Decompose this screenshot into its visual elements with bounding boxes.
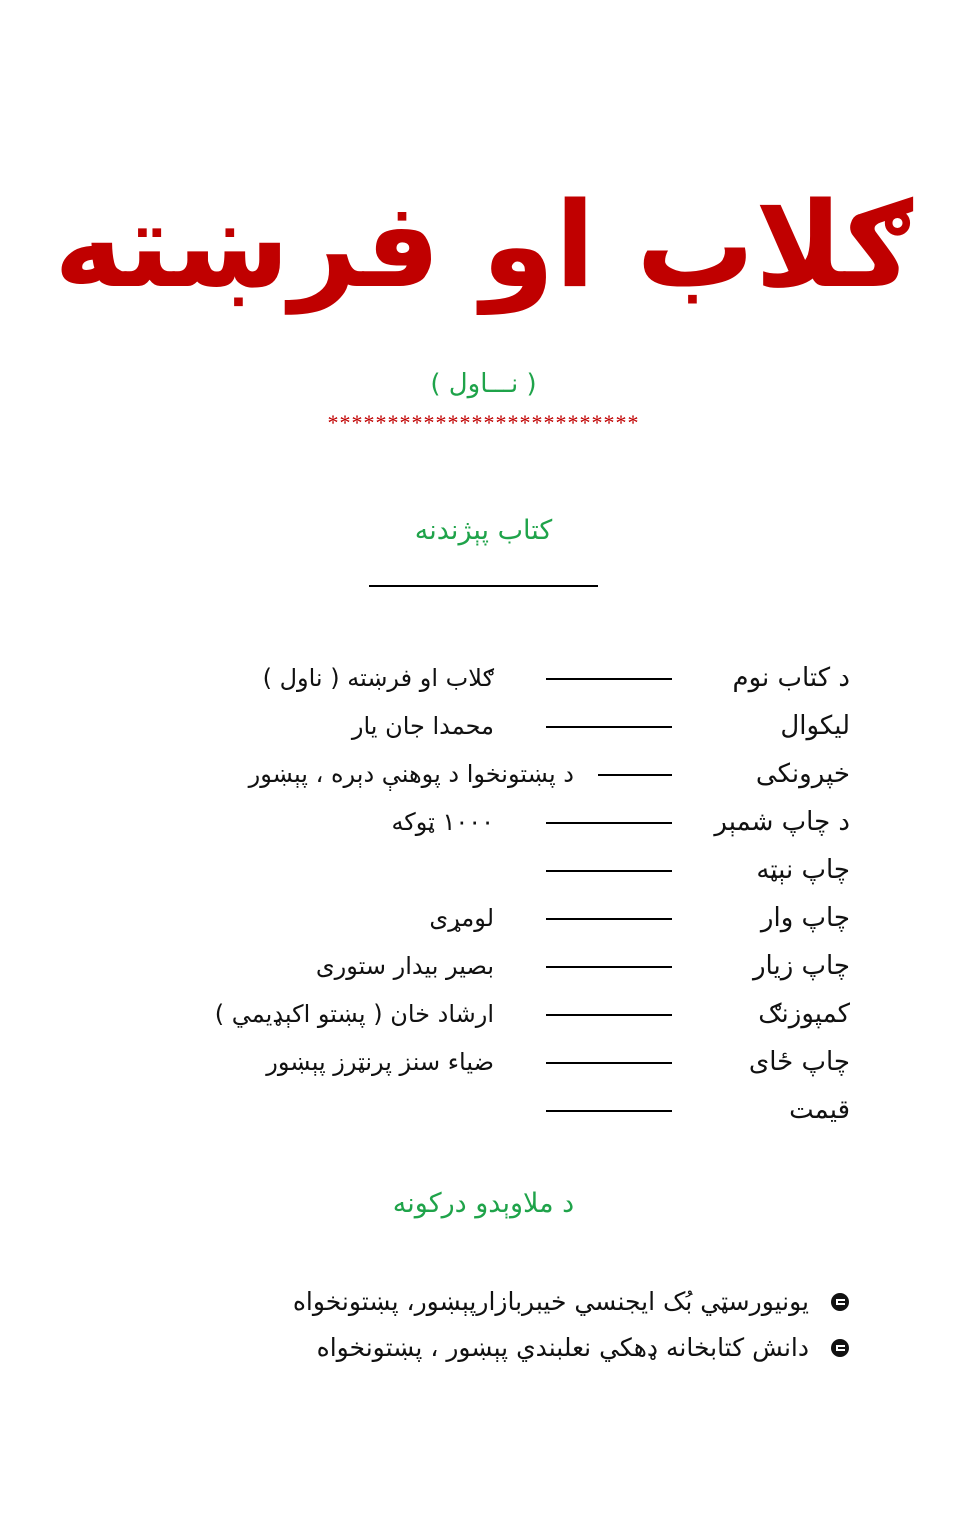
book-genre: ( نـــاول ) <box>430 369 537 399</box>
info-row <box>0 1086 967 1134</box>
star-divider: ************************** <box>327 410 640 435</box>
info-row <box>0 990 967 1038</box>
info-row <box>0 942 967 990</box>
info-value: ګلاب او فرښته ( ناول ) <box>262 664 494 692</box>
info-label: چاپ نېټه <box>756 855 850 885</box>
info-row <box>0 798 967 846</box>
info-value: ضياء سنز پرنټرز پېښور <box>266 1048 494 1076</box>
address-text: دانش کتابخانه ډهکي نعلبندي پېښور ، پښتونخواه <box>316 1333 809 1362</box>
dash-separator <box>546 678 672 680</box>
info-row <box>0 846 967 894</box>
info-value: ارشاد خان ( پښتو اکېډيمي ) <box>214 1000 494 1028</box>
book-title: ګلاب او فرښته <box>53 176 914 314</box>
address-text: يونيورسټي بُک ايجنسي خيبربازارپېښور، پښتونخواه <box>292 1287 809 1316</box>
info-row <box>0 1038 967 1086</box>
info-label: چاپ وار <box>760 903 850 933</box>
info-value: لومړی <box>429 904 494 932</box>
dash-separator <box>546 822 672 824</box>
dash-separator <box>546 918 672 920</box>
heading-underline <box>369 585 598 587</box>
bullet-icon <box>829 1337 851 1359</box>
info-label: چاپ زيار <box>752 951 850 981</box>
dash-separator <box>598 774 672 776</box>
info-value: بصير بيدار ستوری <box>315 952 494 980</box>
info-value: ۱۰۰۰ ټوکه <box>391 808 494 836</box>
list-item <box>0 1278 967 1326</box>
info-value: محمدا جان يار <box>351 712 494 740</box>
dash-separator <box>546 1014 672 1016</box>
info-row <box>0 750 967 798</box>
info-label: د کتاب نوم <box>732 663 850 693</box>
info-label: قيمت <box>789 1095 850 1125</box>
info-row <box>0 894 967 942</box>
dash-separator <box>546 966 672 968</box>
list-item <box>0 1324 967 1372</box>
dash-separator <box>546 1062 672 1064</box>
info-label: خپرونکی <box>755 759 850 789</box>
info-value: د پښتونخوا د پوهنې دېره ، پېښور <box>248 760 574 788</box>
info-label: کمپوزنګ <box>758 999 850 1029</box>
dash-separator <box>546 870 672 872</box>
info-label: چاپ ځای <box>748 1047 850 1077</box>
bullet-icon <box>829 1291 851 1313</box>
distribution-heading: د ملاوېدو درکونه <box>392 1188 575 1219</box>
info-label: ليکوال <box>780 711 850 741</box>
identity-heading: کتاب پېژندنه <box>414 515 553 546</box>
info-label: د چاپ شمېر <box>714 807 850 837</box>
dash-separator <box>546 1110 672 1112</box>
dash-separator <box>546 726 672 728</box>
info-row <box>0 654 967 702</box>
info-row <box>0 702 967 750</box>
